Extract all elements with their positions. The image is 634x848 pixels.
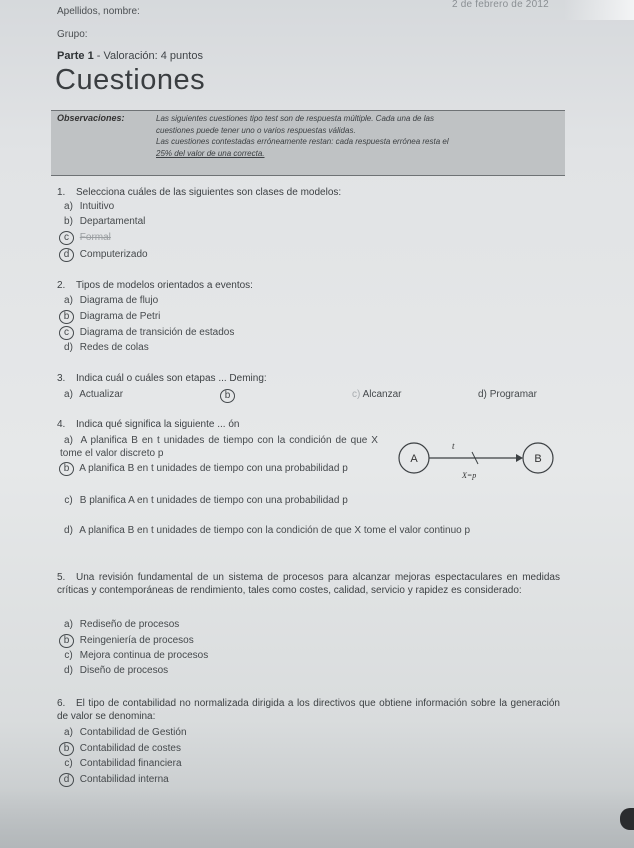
question-2 — [57, 280, 253, 291]
option-text: A planifica B en t unidades de tiempo con una probabilidad p — [79, 463, 348, 474]
q5-option-a[interactable] — [60, 619, 179, 630]
circled-letter: b — [220, 389, 235, 403]
part-valuation: - Valoración: 4 puntos — [93, 50, 203, 62]
question-number: 2. — [57, 280, 66, 291]
q2-option-d[interactable] — [60, 342, 149, 353]
question-5 — [57, 571, 560, 597]
q6-option-b[interactable] — [60, 742, 181, 756]
q4-option-b[interactable] — [60, 462, 378, 476]
question-number: 1. — [57, 187, 66, 198]
option-letter: c) — [352, 389, 361, 400]
option-text: Diagrama de flujo — [79, 295, 159, 306]
option-letter: c) — [64, 495, 73, 506]
option-text: Contabilidad de costes — [79, 743, 181, 754]
q5-option-d[interactable] — [60, 665, 168, 676]
circled-letter: c — [59, 326, 74, 340]
option-text: Diagrama de transición de estados — [79, 327, 235, 338]
option-letter: d) — [64, 665, 73, 676]
option-text: B planifica A en t unidades de tiempo con una probabilidad p — [79, 495, 348, 506]
page-title: Cuestiones — [55, 64, 206, 96]
option-letter: a) — [64, 201, 73, 212]
edge-arrowhead — [516, 454, 523, 462]
node-a-label: A — [410, 453, 418, 465]
observations-label: Observaciones: — [57, 113, 125, 123]
circled-letter: c — [59, 231, 74, 245]
observations-box — [51, 110, 565, 176]
option-text: Formal — [79, 232, 111, 243]
option-text: Contabilidad interna — [79, 774, 169, 785]
option-text: Computerizado — [79, 249, 148, 260]
circled-letter: d — [59, 248, 74, 262]
q1-option-d[interactable] — [60, 248, 148, 262]
q1-option-c[interactable] — [60, 231, 111, 245]
circled-letter: d — [59, 773, 74, 787]
question-6 — [57, 697, 560, 723]
question-text: Indica qué significa la siguiente ... ón — [76, 419, 240, 430]
observations-text — [156, 113, 560, 159]
q2-option-c[interactable] — [60, 326, 234, 340]
option-text: Contabilidad de Gestión — [79, 727, 187, 738]
q3-option-b[interactable] — [222, 389, 237, 403]
circled-letter: b — [59, 742, 74, 756]
question-text: Una revisión fundamental de un sistema de procesos para alcanzar mejoras espectaculares en medidas críticas y contemporáneas de rendimiento, tales como costes, calidad, servicio y rapidez es considerado: — [57, 572, 560, 596]
circled-letter: b — [59, 634, 74, 648]
question-4 — [57, 419, 239, 430]
page-shadow — [0, 788, 634, 848]
q6-option-c[interactable] — [60, 758, 182, 769]
question-text: Tipos de modelos orientados a eventos: — [76, 280, 253, 291]
q5-option-c[interactable] — [60, 650, 208, 661]
observations-line: 25% del valor de una correcta. — [156, 148, 265, 158]
option-text: Contabilidad financiera — [79, 758, 182, 769]
node-b-label: B — [534, 453, 542, 465]
question-text: El tipo de contabilidad no normalizada dirigida a los directivos que obtiene información sobre la generación de valor se denomina: — [57, 698, 560, 722]
q4-option-a[interactable] — [60, 434, 378, 460]
option-text: Actualizar — [79, 389, 124, 400]
part-heading — [57, 50, 203, 62]
question-3 — [57, 373, 267, 384]
option-letter: a) — [64, 727, 73, 738]
option-letter: b) — [64, 216, 73, 227]
option-text: Reingeniería de procesos — [79, 635, 194, 646]
observations-line: cuestiones puede tener uno o varios respuestas válidas. — [156, 125, 356, 135]
edge-condition: X=p — [462, 471, 477, 480]
option-letter: a) — [64, 619, 73, 630]
edge-label: t — [452, 441, 455, 451]
option-text: Alcanzar — [362, 389, 402, 400]
edge-object — [620, 808, 634, 830]
option-letter: d) — [64, 342, 73, 353]
q3-option-d[interactable] — [478, 389, 537, 400]
option-text: A planifica B en t unidades de tiempo con la condición de que X tome el valor discreto p — [60, 435, 378, 459]
question-1 — [57, 187, 341, 198]
option-letter: d) — [478, 389, 487, 400]
option-text: Diagrama de Petri — [79, 311, 161, 322]
q6-option-a[interactable] — [60, 727, 187, 738]
group-label: Grupo: — [57, 29, 88, 40]
observations-line: Las siguientes cuestiones tipo test son de respuesta múltiple. Cada una de las — [156, 114, 434, 123]
option-text: Mejora continua de procesos — [79, 650, 209, 661]
question-number: 6. — [57, 698, 66, 709]
q4-option-c[interactable] — [60, 494, 378, 507]
q3-option-c[interactable] — [352, 389, 401, 400]
option-letter: a) — [64, 295, 73, 306]
option-text: Programar — [489, 389, 537, 400]
circled-letter: b — [59, 462, 74, 476]
question-number: 3. — [57, 373, 66, 384]
q3-option-a[interactable] — [60, 389, 123, 400]
exam-date: 2 de febrero de 2012 — [452, 0, 549, 10]
observations-line: Las cuestiones contestadas erróneamente restan: cada respuesta errónea resta el — [156, 137, 449, 146]
q1-option-b[interactable] — [60, 216, 145, 227]
q2-option-b[interactable] — [60, 310, 160, 324]
option-text: Intuitivo — [79, 201, 115, 212]
question-text: Indica cuál o cuáles son etapas ... Deming: — [76, 373, 267, 384]
option-text: A planifica B en t unidades de tiempo con la condición de que X tome el valor continuo p — [79, 525, 471, 536]
question-number: 4. — [57, 419, 66, 430]
option-letter: c) — [64, 758, 73, 769]
option-text: Departamental — [79, 216, 146, 227]
option-letter: d) — [64, 525, 73, 536]
planning-diagram — [392, 430, 562, 490]
q6-option-d[interactable] — [60, 773, 169, 787]
q2-option-a[interactable] — [60, 295, 158, 306]
option-text: Diseño de procesos — [79, 665, 169, 676]
circled-letter: b — [59, 310, 74, 324]
option-letter: a) — [64, 389, 73, 400]
question-text: Selecciona cuáles de las siguientes son clases de modelos: — [76, 187, 342, 198]
q1-option-a[interactable] — [60, 201, 114, 212]
option-text: Rediseño de procesos — [79, 619, 180, 630]
option-letter: c) — [64, 650, 73, 661]
question-number: 5. — [57, 572, 66, 583]
name-label: Apellidos, nombre: — [57, 6, 140, 17]
option-text: Redes de colas — [79, 342, 149, 353]
q4-option-d[interactable] — [60, 524, 560, 537]
part-label: Parte 1 — [57, 50, 94, 62]
q5-option-b[interactable] — [60, 634, 194, 648]
option-letter: a) — [64, 435, 73, 446]
page-corner — [564, 0, 634, 20]
